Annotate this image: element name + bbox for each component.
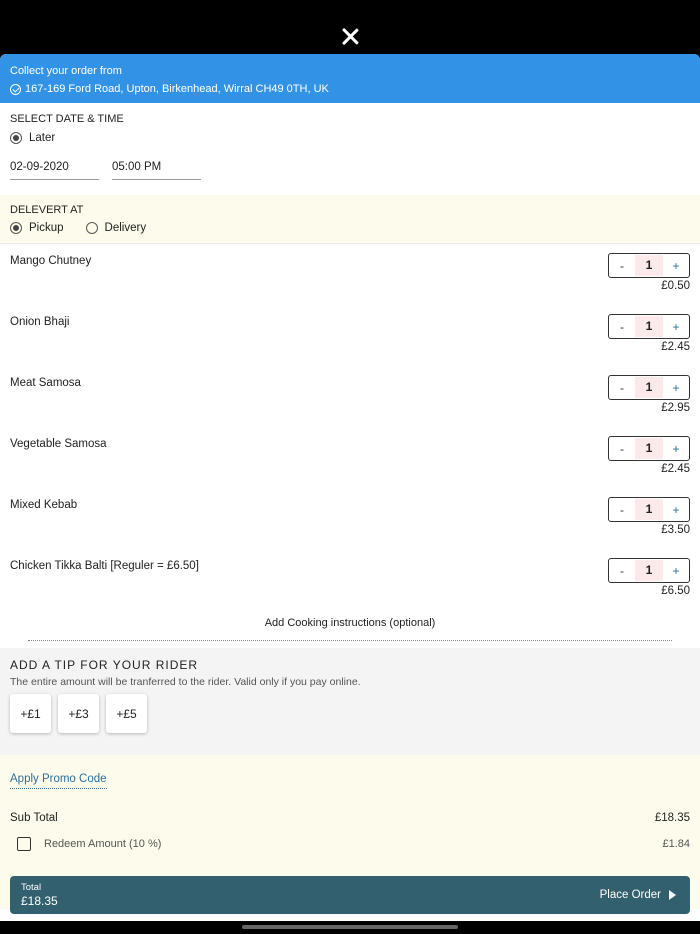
quantity-value: 1 [635, 316, 663, 337]
increase-button[interactable]: + [672, 502, 680, 517]
radio-delivery[interactable] [86, 222, 98, 234]
subtotal-label: Sub Total [10, 812, 58, 824]
item-name: Vegetable Samosa [10, 438, 107, 450]
item-price: £6.50 [661, 585, 690, 597]
increase-button[interactable]: + [672, 380, 680, 395]
item-name: Chicken Tikka Balti [Reguler = £6.50] [10, 560, 199, 572]
date-field[interactable]: 02-09-2020 [10, 161, 99, 180]
date-time-label: SELECT DATE & TIME [10, 113, 124, 125]
check-circle-icon [10, 84, 21, 95]
increase-button[interactable]: + [672, 319, 680, 334]
delivery-option[interactable] [86, 222, 147, 234]
decrease-button[interactable]: - [620, 502, 624, 517]
divider [28, 640, 672, 641]
pickup-option[interactable] [10, 222, 64, 234]
increase-button[interactable]: + [672, 563, 680, 578]
quantity-value: 1 [635, 499, 663, 520]
item-list [0, 244, 700, 610]
quantity-stepper [608, 497, 690, 522]
list-item [10, 427, 690, 488]
list-item [10, 549, 690, 610]
tip-button-5[interactable]: +£5 [106, 694, 147, 733]
delivery-option-label: Delivery [104, 222, 147, 234]
radio-pickup[interactable] [10, 222, 22, 234]
redeem-value: £1.84 [662, 838, 690, 850]
decrease-button[interactable]: - [620, 258, 624, 273]
later-label: Later [29, 132, 56, 144]
quantity-stepper [608, 314, 690, 339]
list-item [10, 488, 690, 549]
place-order-bar[interactable] [10, 876, 690, 914]
quantity-value: 1 [635, 438, 663, 459]
date-time-section [0, 103, 700, 195]
increase-button[interactable]: + [672, 441, 680, 456]
list-item [10, 244, 690, 305]
list-item [10, 366, 690, 427]
address-text: 167-169 Ford Road, Upton, Birkenhead, Wirral CH49 0TH, UK [25, 83, 329, 95]
radio-later[interactable] [10, 132, 22, 144]
quantity-stepper [608, 253, 690, 278]
item-price: £0.50 [661, 280, 690, 292]
order-sheet [0, 54, 700, 921]
decrease-button[interactable]: - [620, 380, 624, 395]
delivery-section [0, 195, 700, 244]
item-price: £2.45 [661, 341, 690, 353]
item-price: £2.95 [661, 402, 690, 414]
item-price: £3.50 [661, 524, 690, 536]
time-field[interactable]: 05:00 PM [112, 161, 201, 180]
item-name: Onion Bhaji [10, 316, 70, 328]
play-arrow-icon [669, 890, 676, 900]
tip-button-3[interactable]: +£3 [58, 694, 99, 733]
quantity-stepper [608, 436, 690, 461]
item-price: £2.45 [661, 463, 690, 475]
redeem-row [10, 837, 690, 851]
item-name: Mango Chutney [10, 255, 92, 267]
tip-subtitle: The entire amount will be tranferred to the rider. Valid only if you pay online. [10, 676, 361, 688]
total-label: Total [21, 882, 42, 893]
later-option[interactable] [10, 132, 690, 144]
cooking-instructions-link[interactable]: Add Cooking instructions (optional) [264, 617, 436, 629]
collect-title: Collect your order from [10, 65, 122, 77]
quantity-stepper [608, 375, 690, 400]
redeem-checkbox[interactable] [17, 837, 31, 851]
tip-title: ADD A TIP FOR YOUR RIDER [10, 658, 199, 672]
decrease-button[interactable]: - [620, 441, 624, 456]
quantity-value: 1 [635, 377, 663, 398]
decrease-button[interactable]: - [620, 563, 624, 578]
decrease-button[interactable]: - [620, 319, 624, 334]
collect-address [10, 83, 690, 95]
quantity-value: 1 [635, 255, 663, 276]
close-icon[interactable] [338, 24, 362, 48]
apply-promo-link[interactable]: Apply Promo Code [10, 773, 107, 789]
list-item [10, 305, 690, 366]
place-order-button[interactable] [600, 889, 676, 901]
pickup-label: Pickup [29, 222, 64, 234]
item-name: Meat Samosa [10, 377, 81, 389]
quantity-value: 1 [635, 560, 663, 581]
home-indicator [242, 925, 458, 929]
subtotal-row [10, 812, 690, 824]
collect-banner [0, 54, 700, 103]
item-name: Mixed Kebab [10, 499, 78, 511]
delivery-label: DELEVERT AT [10, 204, 84, 216]
tip-button-1[interactable]: +£1 [10, 694, 51, 733]
total-value: £18.35 [21, 894, 58, 908]
quantity-stepper [608, 558, 690, 583]
place-order-label: Place Order [599, 889, 661, 901]
increase-button[interactable]: + [672, 258, 680, 273]
tip-section [0, 648, 700, 755]
redeem-label: Redeem Amount (10 %) [44, 838, 162, 850]
subtotal-value: £18.35 [654, 812, 690, 824]
